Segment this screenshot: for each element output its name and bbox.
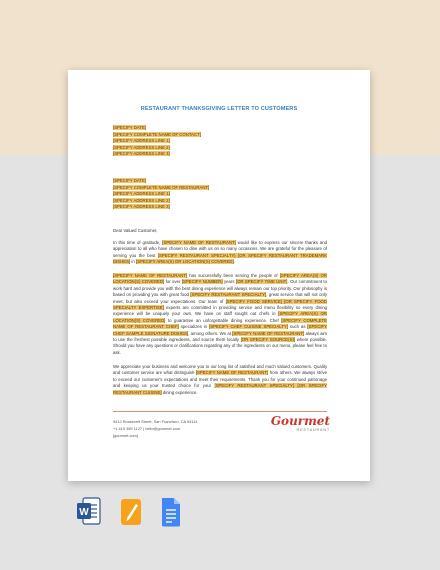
sender-line: [SPECIFY COMPLETE NAME OF CONTACT] [113, 131, 201, 137]
document-page [68, 70, 370, 481]
body-text: We appreciate your business and welcome you to our long list of satisfied and much valued customers. Quality and customer service are what distinguish [113, 364, 327, 376]
sender-address-block [113, 125, 201, 158]
placeholder-field: [SPECIFY AREA(S) OR LOCATION(S) COVERED] [135, 259, 234, 265]
placeholder-field: [SPECIFY CHEF CUISINE SPECIALTY] [209, 324, 288, 330]
sender-line: [SPECIFY DATE] [113, 125, 147, 130]
placeholder-field: [SPECIFY RESTAURANT SPECIALTY] [190, 292, 267, 298]
placeholder-field: [OR SPECIFY TIME UNIT] [235, 279, 288, 285]
pages-icon[interactable] [118, 496, 144, 528]
footer-divider [113, 411, 327, 412]
body-text: has successfully been serving the people of [187, 273, 280, 278]
sender-line: [SPECIFY ADDRESS LINE 1] [113, 138, 170, 143]
sender-line: [SPECIFY ADDRESS LINE 2] [113, 144, 170, 150]
placeholder-field: [SPECIFY AREA(S) OR LOCATION(S) COVERED] [113, 311, 328, 323]
body-text: always aim to use the freshest possible ingredients, and source them locally [113, 330, 327, 343]
google-docs-icon[interactable] [158, 496, 184, 528]
recipient-line: [SPECIFY ADDRESS LINE 2] [113, 197, 170, 203]
placeholder-field: [SPECIFY NAME OF RESTAURANT] [195, 370, 269, 376]
recipient-line: [SPECIFY ADDRESS LINE 1] [113, 191, 170, 196]
placeholder-field: [SPECIFY NAME OF RESTAURANT] [232, 330, 305, 336]
body-text: . [233, 259, 235, 265]
paragraph-about [113, 273, 327, 356]
placeholder-field: [SPECIFY RESTAURANT SPECIALTY] [OR SPECIFY RESTAURANT CUISINE] [113, 383, 327, 395]
placeholder-field: [SPECIFY FOOD SERVICE] [OR SPECIFY FOOD SPECIALTY EXPERTISE] [113, 298, 327, 311]
body-text: from others. We always strive to exceed our customer's expectations and meet their requirements. Thank you for your continued patronage and keeping us your trusted choice for your [113, 370, 328, 389]
placeholder-field: [SPECIFY RESTAURANT SPECIALTY] [OR SPECIFY RESTAURANT TRADEMARK DISHES] [113, 252, 327, 265]
placeholder-field: [SPECIFY CHEF SAMPLE SIGNATURE DISHES] [113, 324, 328, 336]
footer-contact: +1 415 359 1127 | hello@gourmet.com [113, 426, 181, 431]
footer-website: [gourmet.com] [113, 433, 138, 438]
body-text: for over [164, 279, 182, 285]
recipient-address-block [113, 178, 209, 211]
recipient-line: [SPECIFY ADDRESS LINE 3] [113, 204, 170, 209]
footer-contact-block [113, 418, 198, 439]
body-text: . Our commitment to work hard and provide you with the best dining experience will always remain our top priority. Our philosophy is based on providing you with great food [113, 279, 328, 298]
sender-line: [SPECIFY ADDRESS LINE 3] [113, 151, 170, 156]
placeholder-field: [OR SPECIFY SOURCE(S)] [240, 337, 296, 343]
body-text: such as [287, 324, 308, 330]
recipient-line: [SPECIFY COMPLETE NAME OF RESTAURANT] [113, 184, 210, 190]
footer-address: 9412 Roosevelt Street, San Francisco, CA 94114 [113, 419, 198, 424]
format-icons [76, 496, 186, 536]
placeholder-field: [SPECIFY AREA(S) OR LOCATION(S) COVERED] [113, 273, 328, 285]
greeting: Dear Valued Customer, [113, 228, 158, 233]
logo-text: Gourmet [270, 414, 330, 428]
placeholder-field: [SPECIFY COMPLETE NAME OF RESTAURANT CHEF] [113, 317, 327, 330]
body-text: would like to express our sincere thanks and appreciation to all who have chosen to dine with us on so many occasions. We are grateful for the pleasure of serving you the best [113, 240, 328, 258]
word-icon[interactable] [76, 496, 102, 528]
body-text: , among others. We at [188, 330, 233, 336]
svg-text:W: W [79, 507, 89, 518]
gourmet-logo [268, 415, 330, 432]
body-text: In this time of gratitude, [113, 240, 163, 245]
body-text: experts are committed in providing service and menu flexibility so every dining experience will be uniquely your own. We have on staff sought out chefs in [113, 305, 327, 317]
body-text: years [222, 279, 236, 285]
placeholder-field: [SPECIFY NAME OF RESTAURANT] [113, 273, 188, 278]
body-text: to guarantee an unforgettable dining experience. Chef [165, 317, 282, 323]
recipient-line: [SPECIFY DATE] [113, 178, 147, 183]
body-text: specializes in [178, 324, 210, 330]
paragraph-closing [113, 364, 327, 396]
body-text: in [130, 259, 136, 265]
placeholder-field: [SPECIFY NAME OF RESTAURANT] [162, 240, 236, 245]
body-text: dining experience. [161, 389, 198, 395]
paragraph-intro [113, 240, 327, 266]
placeholder-field: [SPECIFY NUMBER] [181, 279, 223, 285]
body-text: , great service that will not only meet, but also exceed your expectations. Our team of [113, 292, 327, 304]
document-title: RESTAURANT THANKSGIVING LETTER TO CUSTOMERS [140, 106, 298, 112]
logo-subtext: RESTAURANT [296, 428, 330, 432]
body-text: where possible. Should you have any questions or clarifications regarding any of the ingredients on our menu, please feel free to ask. [113, 337, 328, 355]
